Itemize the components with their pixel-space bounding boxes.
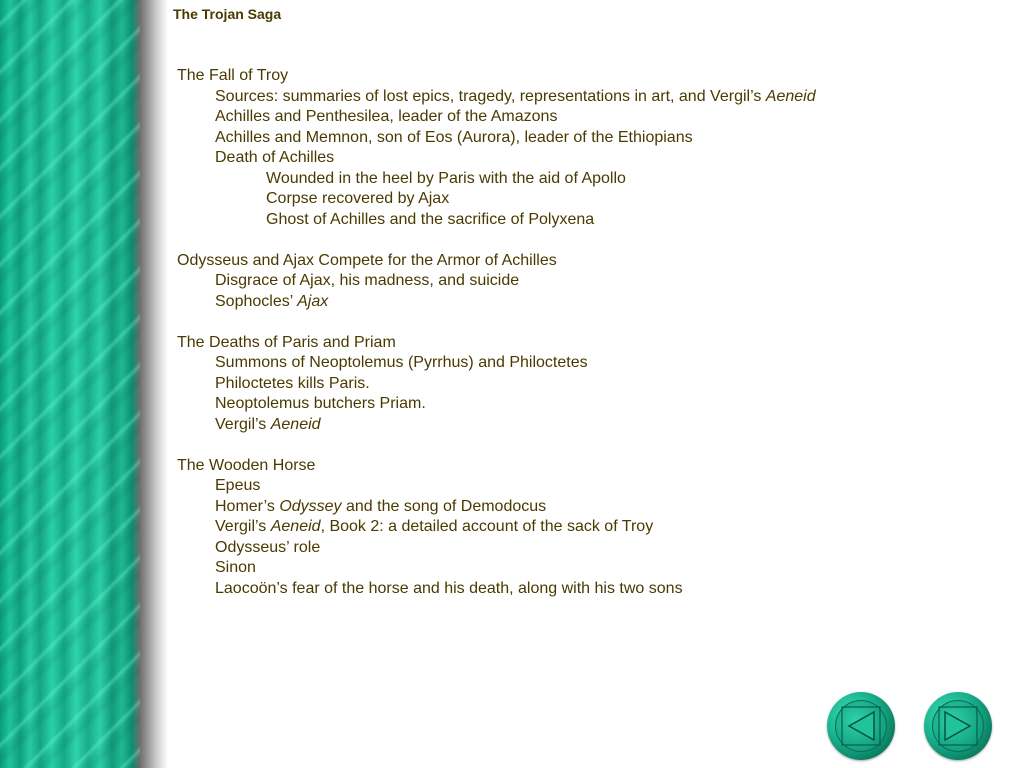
- outline-text: The Fall of Troy: [177, 67, 289, 84]
- triangle-right-icon: [924, 692, 992, 760]
- outline-item: [177, 87, 1007, 108]
- outline-item: [177, 271, 1007, 292]
- outline-text: Summons of Neoptolemus (Pyrrhus) and Philoctetes: [215, 354, 588, 371]
- outline-item: [177, 148, 1007, 169]
- outline-heading: [177, 251, 1007, 272]
- slide-title: The Trojan Saga: [173, 6, 282, 22]
- sidebar-stripes: [0, 0, 140, 768]
- italic-title: Ajax: [297, 292, 329, 310]
- outline-text: The Deaths of Paris and Priam: [177, 333, 396, 351]
- decorative-sidebar: [0, 0, 168, 768]
- outline-item: [177, 476, 1007, 497]
- outline-text: Laocoön’s fear of the horse and his death, along with his two sons: [215, 579, 683, 597]
- blank-line: [177, 230, 1007, 251]
- outline-item: [177, 374, 1007, 395]
- italic-title: Aeneid: [270, 518, 321, 535]
- outline-text: Sophocles’: [215, 292, 298, 310]
- italic-title: Odyssey: [279, 497, 342, 515]
- outline-text: Corpse recovered by Ajax: [266, 190, 450, 207]
- outline-text: Wounded in the heel by Paris with the aid of Apollo: [266, 169, 626, 187]
- outline-item: [177, 538, 1007, 559]
- outline-item: [177, 210, 1007, 231]
- italic-title: Aeneid: [765, 87, 816, 105]
- outline-text: Ghost of Achilles and the sacrifice of Polyxena: [266, 210, 595, 228]
- outline-text: The Wooden Horse: [177, 456, 316, 474]
- outline-item: [177, 128, 1007, 149]
- outline-item: [177, 169, 1007, 190]
- blank-line: [177, 435, 1007, 456]
- next-slide-button[interactable]: [924, 692, 992, 760]
- outline-text: Disgrace of Ajax, his madness, and suicide: [215, 272, 520, 289]
- outline-text: Sources: summaries of lost epics, tragedy, representations in art, and Vergil’s: [215, 87, 766, 105]
- outline-text: Death of Achilles: [215, 149, 335, 166]
- outline-heading: [177, 333, 1007, 354]
- previous-slide-button[interactable]: [827, 692, 895, 760]
- outline-item: [177, 292, 1007, 313]
- outline-text: Odysseus and Ajax Compete for the Armor of Achilles: [177, 251, 557, 269]
- blank-line: [177, 312, 1007, 333]
- outline-item: [177, 394, 1007, 415]
- outline-item: [177, 353, 1007, 374]
- slide-body: [177, 66, 1007, 599]
- outline-item: [177, 558, 1007, 579]
- outline-heading: [177, 66, 1007, 87]
- outline-heading: [177, 456, 1007, 477]
- outline-text: Achilles and Penthesilea, leader of the Amazons: [215, 108, 558, 125]
- outline-text: Epeus: [215, 477, 261, 494]
- outline-item: [177, 579, 1007, 600]
- outline-item: [177, 107, 1007, 128]
- outline-text: Vergil’s: [215, 415, 271, 433]
- outline-item: [177, 517, 1007, 538]
- italic-title: Aeneid: [270, 415, 321, 433]
- outline-item: [177, 189, 1007, 210]
- outline-text: , Book 2: a detailed account of the sack of Troy: [320, 518, 654, 535]
- outline-text: Homer’s: [215, 497, 280, 515]
- triangle-left-icon: [827, 692, 895, 760]
- outline-text: Vergil’s: [215, 518, 271, 535]
- outline-text: Sinon: [215, 559, 256, 576]
- outline-item: [177, 415, 1007, 436]
- outline-text: and the song of Demodocus: [341, 497, 547, 515]
- outline-item: [177, 497, 1007, 518]
- outline-text: Achilles and Memnon, son of Eos (Aurora), leader of the Ethiopians: [215, 128, 693, 146]
- outline-text: Odysseus’ role: [215, 538, 321, 556]
- outline-text: Neoptolemus butchers Priam.: [215, 395, 426, 412]
- outline-text: Philoctetes kills Paris.: [215, 374, 370, 392]
